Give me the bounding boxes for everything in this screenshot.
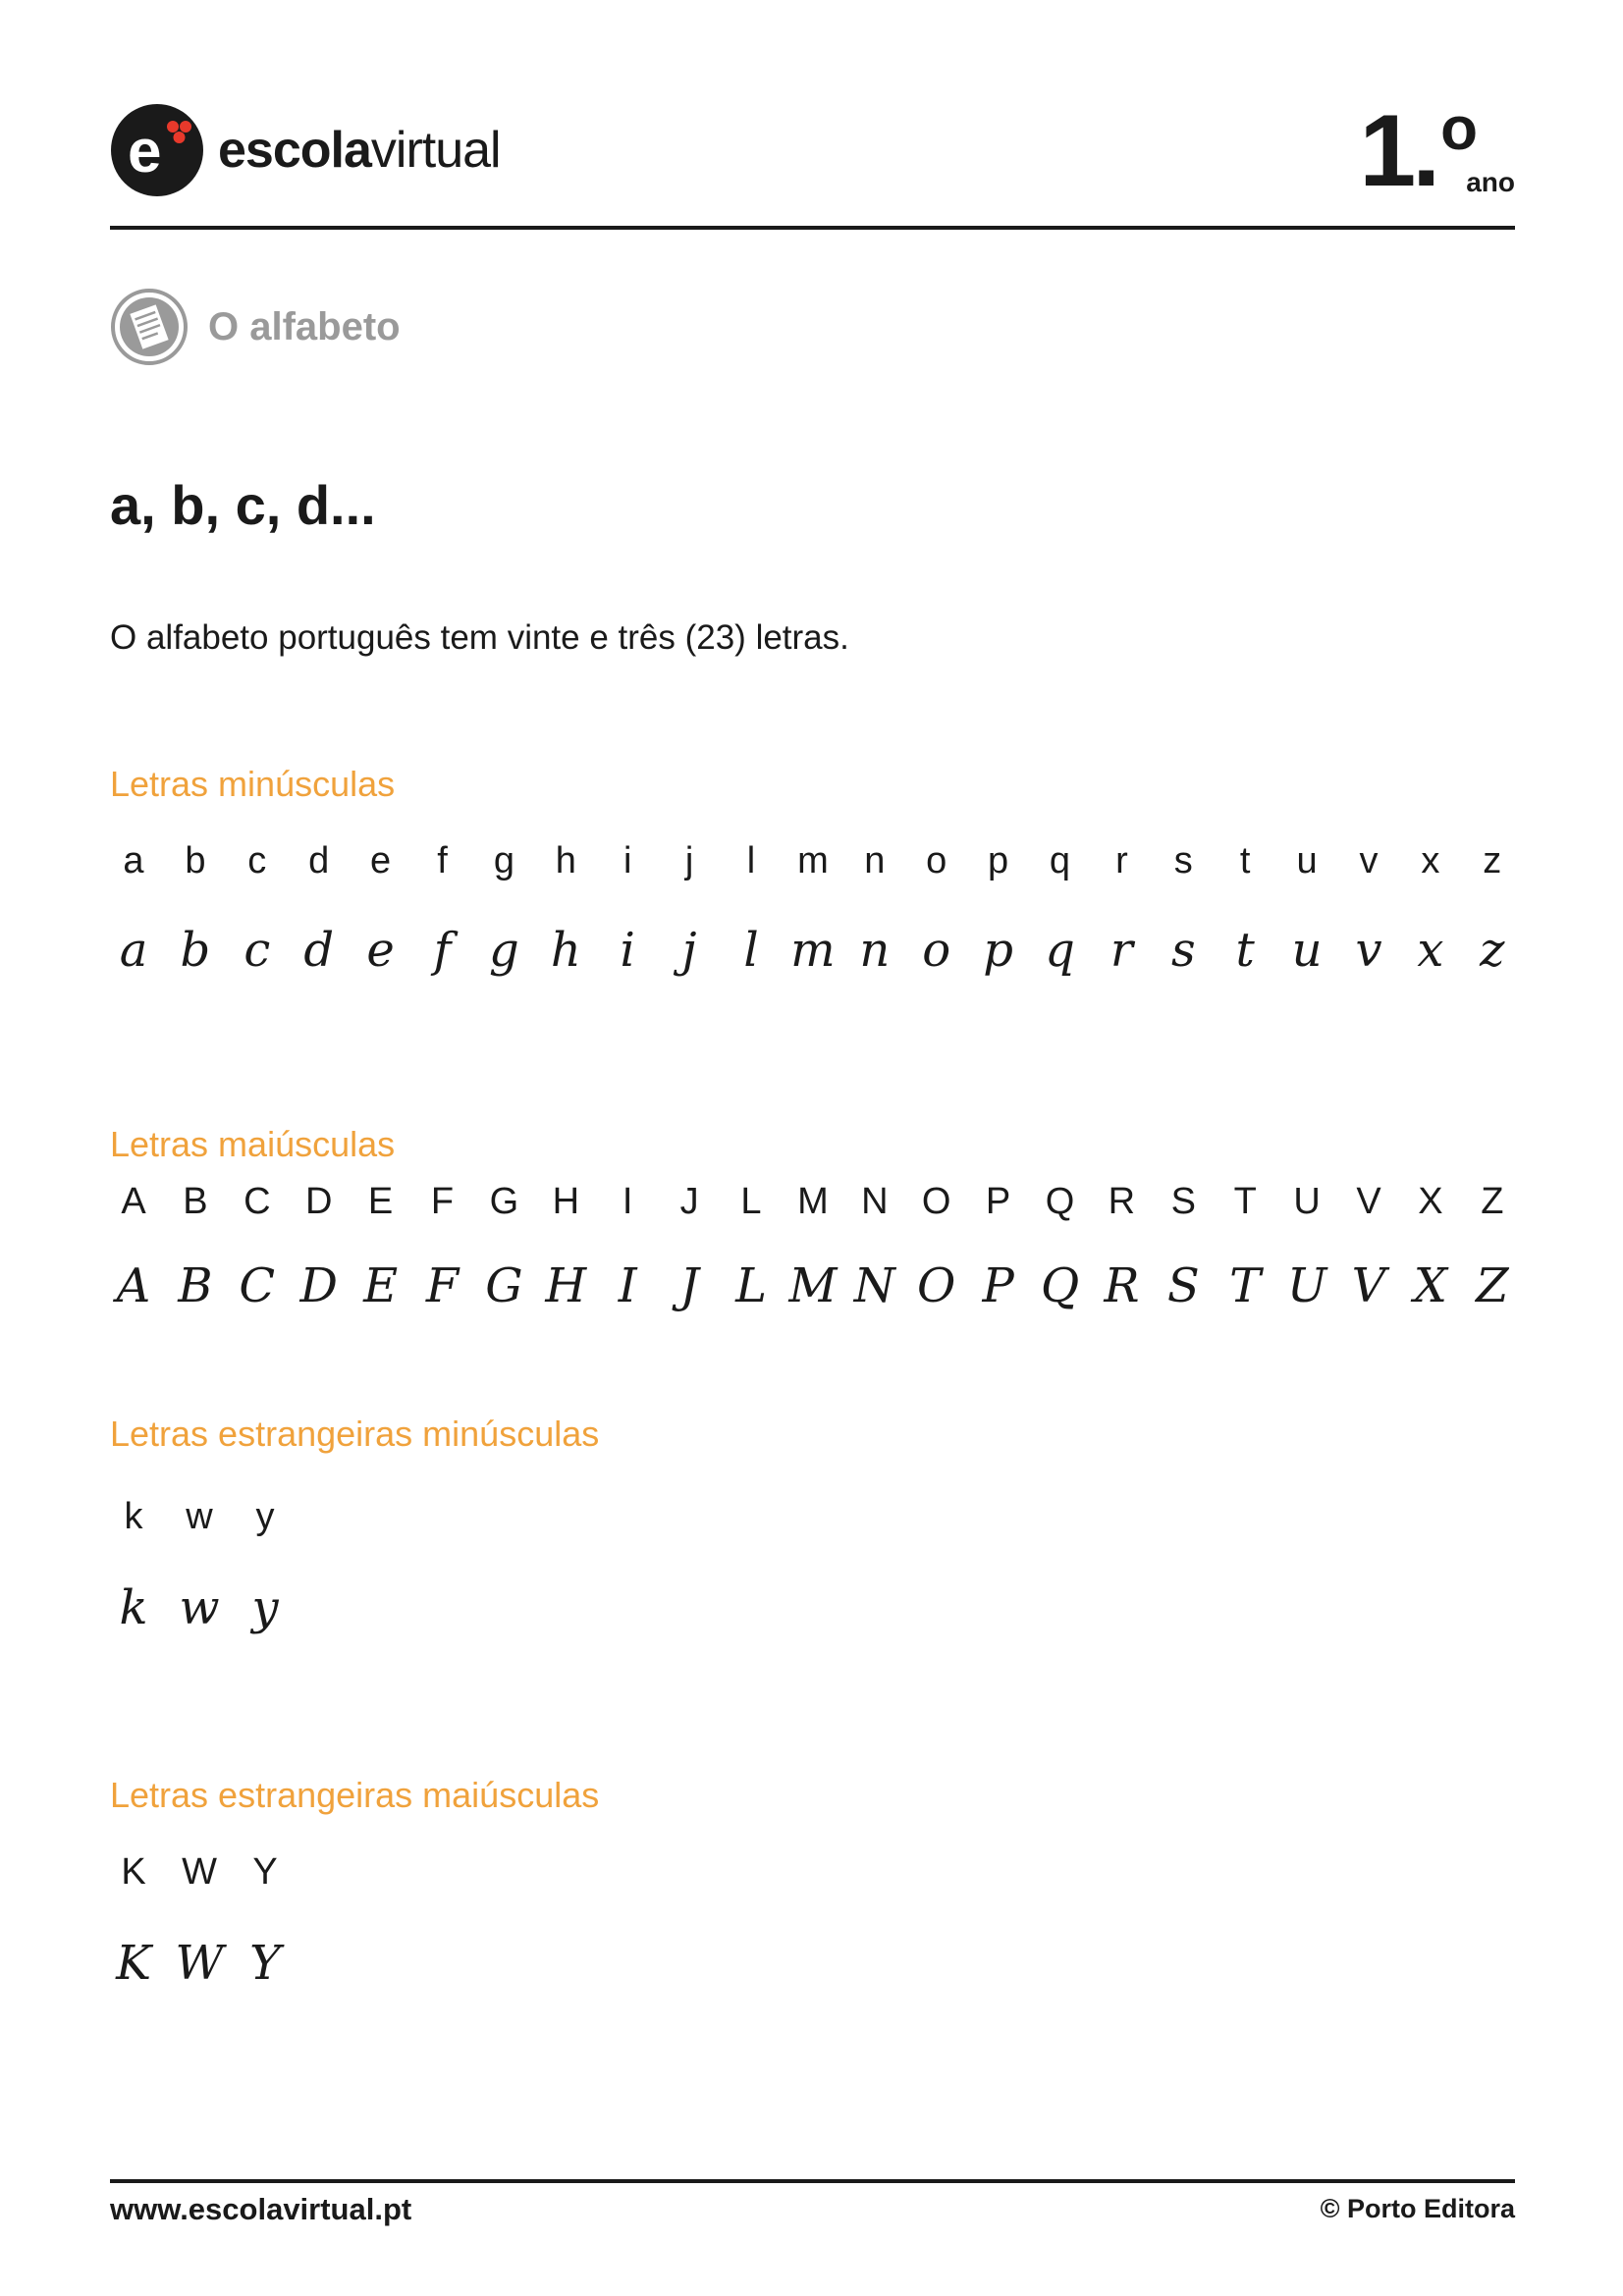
foreign-lowercase-print-row	[110, 1496, 1524, 1565]
lowercase-print-letter: g	[493, 840, 514, 881]
uppercase-print-letter: O	[921, 1181, 951, 1222]
svg-text:e: e	[128, 118, 162, 186]
lowercase-print-letter: e	[370, 840, 392, 881]
foreign-uppercase-print-letter: K	[121, 1851, 146, 1893]
uppercase-print-letter: E	[367, 1181, 394, 1222]
foreign-lowercase-print-letter: w	[186, 1496, 213, 1537]
footer-divider	[110, 2179, 1515, 2183]
lowercase-print-letter: l	[746, 840, 756, 881]
uppercase-cursive-letter: Z	[1476, 1258, 1509, 1313]
uppercase-cursive-letter: I	[618, 1258, 637, 1313]
lowercase-cursive-letter: a	[119, 923, 148, 978]
section-header	[110, 288, 401, 366]
uppercase-print-letter: P	[985, 1181, 1011, 1222]
uppercase-print-letter: L	[740, 1181, 762, 1222]
uppercase-cursive-letter: L	[735, 1258, 767, 1313]
foreign-lowercase-cursive-letter: w	[179, 1580, 220, 1635]
intro-text: O alfabeto português tem vinte e três (23) letras.	[110, 618, 849, 657]
uppercase-cursive-letter: X	[1413, 1258, 1447, 1313]
uppercase-cursive-letter: C	[239, 1258, 276, 1313]
foreign-lowercase-cursive-row	[110, 1580, 1524, 1649]
lowercase-print-letter: s	[1173, 840, 1193, 881]
uppercase-cursive-letter: T	[1229, 1258, 1262, 1313]
grade-ordinal: o	[1440, 95, 1478, 164]
lowercase-print-letter: m	[797, 840, 829, 881]
uppercase-print-letter: R	[1108, 1181, 1136, 1222]
uppercase-print-letter: A	[121, 1181, 146, 1222]
uppercase-cursive-letter: B	[178, 1258, 213, 1313]
lowercase-print-letter: u	[1296, 840, 1318, 881]
lowercase-cursive-letter: m	[790, 923, 836, 978]
uppercase-print-letter: N	[861, 1181, 889, 1222]
foreign-uppercase-cursive-letter: Y	[249, 1936, 281, 1991]
foreign-uppercase-cursive-row	[110, 1936, 1524, 2004]
uppercase-print-letter: H	[552, 1181, 580, 1222]
uppercase-print-letter: U	[1293, 1181, 1321, 1222]
lowercase-cursive-letter: i	[620, 923, 635, 978]
lowercase-cursive-letter: j	[681, 923, 697, 978]
lowercase-print-letter: f	[437, 840, 448, 881]
uppercase-cursive-letter: H	[545, 1258, 587, 1313]
brand-name-bold: escola	[218, 122, 371, 179]
footer-copyright: © Porto Editora	[1320, 2194, 1515, 2223]
lowercase-print-letter: q	[1049, 840, 1071, 881]
uppercase-cursive-letter: J	[679, 1258, 699, 1313]
lowercase-cursive-letter: t	[1235, 923, 1255, 978]
uppercase-cursive-letter: E	[363, 1258, 399, 1313]
foreign-uppercase-cursive-letter: K	[116, 1936, 151, 1991]
foreign-uppercase-print-letter: W	[182, 1851, 217, 1893]
foreign-lowercase-cursive-letter: y	[251, 1580, 279, 1635]
foreign-lowercase-print-letter: y	[255, 1496, 275, 1537]
uppercase-print-letter: V	[1356, 1181, 1381, 1222]
uppercase-cursive-letter: D	[299, 1258, 338, 1313]
uppercase-print-letter: F	[430, 1181, 455, 1222]
uppercase-print-letter: S	[1170, 1181, 1196, 1222]
uppercase-cursive-letter: O	[917, 1258, 956, 1313]
uppercase-cursive-letter: U	[1286, 1258, 1327, 1313]
foreign-lowercase-print-letter: k	[124, 1496, 143, 1537]
section-title: O alfabeto	[208, 304, 401, 348]
uppercase-cursive-letter: S	[1166, 1258, 1200, 1313]
lowercase-cursive-letter: b	[180, 923, 211, 978]
uppercase-print-letter: Z	[1481, 1181, 1504, 1222]
brand-name-regular: virtual	[370, 122, 501, 179]
lowercase-print-letter: r	[1115, 840, 1128, 881]
uppercase-cursive-row	[110, 1258, 1524, 1327]
lowercase-cursive-letter: v	[1355, 923, 1382, 978]
uppercase-print-letter: X	[1418, 1181, 1443, 1222]
page-heading: a, b, c, d...	[110, 474, 376, 536]
lowercase-cursive-letter: x	[1417, 923, 1444, 978]
uppercase-print-letter: B	[183, 1181, 208, 1222]
uppercase-print-letter: D	[304, 1181, 333, 1222]
uppercase-print-letter: M	[797, 1181, 829, 1222]
uppercase-print-letter: T	[1233, 1181, 1257, 1222]
lowercase-cursive-letter: h	[550, 923, 581, 978]
lowercase-print-letter: p	[988, 840, 1009, 881]
lowercase-cursive-letter: s	[1170, 923, 1196, 978]
escolavirtual-logo[interactable]	[110, 103, 501, 197]
lowercase-print-letter: x	[1421, 840, 1440, 881]
grade-number: 1.	[1359, 94, 1437, 208]
lowercase-cursive-letter: n	[859, 923, 891, 978]
lowercase-print-letter: o	[926, 840, 947, 881]
lowercase-title: Letras minúsculas	[110, 764, 396, 804]
grade-label	[1359, 94, 1515, 208]
header-divider	[110, 226, 1515, 230]
uppercase-print-letter: J	[679, 1181, 699, 1222]
uppercase-print-letter: C	[243, 1181, 271, 1222]
uppercase-cursive-letter: V	[1351, 1258, 1386, 1313]
lowercase-print-letter: a	[123, 840, 144, 881]
foreign-uppercase-print-letter: Y	[252, 1851, 278, 1893]
foreign-lowercase-title: Letras estrangeiras minúsculas	[110, 1414, 600, 1454]
lowercase-cursive-row	[110, 923, 1524, 991]
foreign-uppercase-print-row	[110, 1851, 1524, 1920]
lowercase-cursive-letter: r	[1109, 923, 1133, 978]
lowercase-print-letter: b	[185, 840, 206, 881]
lowercase-cursive-letter: g	[489, 923, 519, 978]
foreign-lowercase-cursive-letter: k	[119, 1580, 148, 1635]
ev-logo-icon	[110, 103, 204, 197]
lowercase-print-letter: t	[1239, 840, 1251, 881]
foreign-uppercase-title: Letras estrangeiras maiúsculas	[110, 1775, 600, 1815]
uppercase-print-letter: Q	[1045, 1181, 1075, 1222]
uppercase-print-letter: G	[489, 1181, 519, 1222]
lowercase-print-row	[110, 840, 1524, 909]
lowercase-cursive-letter: o	[922, 923, 951, 978]
uppercase-cursive-letter: Q	[1040, 1258, 1080, 1313]
uppercase-cursive-letter: R	[1104, 1258, 1140, 1313]
lowercase-print-letter: v	[1359, 840, 1379, 881]
brand-name	[218, 122, 501, 179]
uppercase-cursive-letter: N	[853, 1258, 895, 1313]
lowercase-print-letter: d	[308, 840, 330, 881]
lowercase-cursive-letter: q	[1045, 923, 1075, 978]
uppercase-title: Letras maiúsculas	[110, 1124, 396, 1164]
document-icon	[110, 288, 189, 366]
lowercase-cursive-letter: e	[366, 923, 395, 978]
lowercase-cursive-letter: p	[983, 923, 1013, 978]
lowercase-cursive-letter: c	[243, 923, 271, 978]
lowercase-print-letter: c	[247, 840, 267, 881]
lowercase-cursive-letter: u	[1291, 923, 1323, 978]
lowercase-print-letter: j	[684, 840, 694, 881]
uppercase-cursive-letter: A	[116, 1258, 151, 1313]
uppercase-cursive-letter: M	[788, 1258, 838, 1313]
grade-superscript	[1440, 95, 1515, 197]
lowercase-print-letter: z	[1483, 840, 1502, 881]
lowercase-cursive-letter: f	[433, 923, 452, 978]
lowercase-cursive-letter: z	[1480, 923, 1505, 978]
uppercase-cursive-letter: G	[485, 1258, 523, 1313]
lowercase-cursive-letter: d	[303, 923, 335, 978]
uppercase-print-row	[110, 1181, 1524, 1250]
lowercase-cursive-letter: l	[743, 923, 759, 978]
lowercase-print-letter: i	[622, 840, 632, 881]
grade-word: ano	[1466, 166, 1515, 197]
lowercase-print-letter: h	[555, 840, 576, 881]
footer-url-link[interactable]: www.escolavirtual.pt	[110, 2192, 412, 2226]
uppercase-print-letter: I	[622, 1181, 633, 1222]
foreign-uppercase-cursive-letter: W	[175, 1936, 224, 1991]
lowercase-print-letter: n	[864, 840, 886, 881]
uppercase-cursive-letter: F	[425, 1258, 460, 1313]
uppercase-cursive-letter: P	[982, 1258, 1014, 1313]
